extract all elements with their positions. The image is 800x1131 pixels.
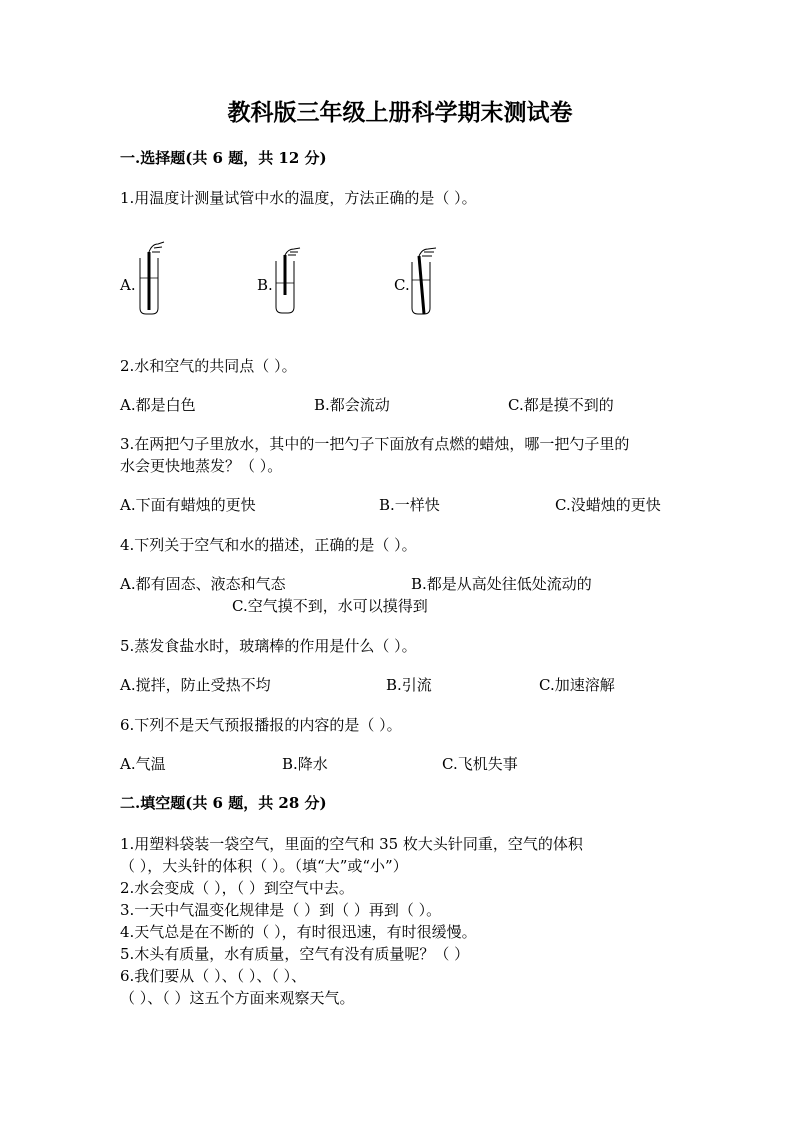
q2-option-c: C.都是摸不到的 <box>508 396 614 414</box>
q5-option-c: C.加速溶解 <box>539 676 615 694</box>
question-4-stem: 4.下列关于空气和水的描述，正确的是（ ）。 <box>120 536 417 554</box>
q1-option-c-label: C. <box>394 276 410 294</box>
q1-option-b-label: B. <box>257 276 273 294</box>
question-1-stem: 1.用温度计测量试管中水的温度，方法正确的是（ ）。 <box>120 189 477 207</box>
q3-option-b: B.一样快 <box>379 496 440 514</box>
question-2-stem: 2.水和空气的共同点（ ）。 <box>120 357 297 375</box>
q2-option-a: A.都是白色 <box>120 396 196 414</box>
question-3-stem-line1: 3.在两把勺子里放水，其中的一把勺子下面放有点燃的蜡烛，哪一把勺子里的 <box>120 435 630 453</box>
fill-line-8: （ ）、（ ）这五个方面来观察天气。 <box>120 989 355 1007</box>
question-5-stem: 5.蒸发食盐水时，玻璃棒的作用是什么（ ）。 <box>120 637 417 655</box>
section-heading-choice: 一.选择题(共 6 题，共 12 分) <box>120 149 327 167</box>
q6-option-c: C.飞机失事 <box>442 755 518 773</box>
fill-line-5: 4.天气总是在不断的（ ），有时很迅速，有时很缓慢。 <box>120 923 477 941</box>
q3-option-c: C.没蜡烛的更快 <box>555 496 661 514</box>
q6-option-a: A.气温 <box>120 755 166 773</box>
q5-option-b: B.引流 <box>386 676 432 694</box>
fill-line-7: 6.我们要从（ ）、（ ）、（ ）、 <box>120 967 307 985</box>
page-title: 教科版三年级上册科学期末测试卷 <box>227 99 573 126</box>
q2-option-b: B.都会流动 <box>314 396 390 414</box>
q4-option-b: B.都是从高处往低处流动的 <box>411 575 592 593</box>
q1-option-c-thermometer-tube-image <box>404 246 440 318</box>
fill-line-3: 2.水会变成（ ），（ ）到空气中去。 <box>120 879 354 897</box>
fill-line-6: 5.木头有质量，水有质量，空气有没有质量呢？（ ） <box>120 945 470 963</box>
fill-line-2: （ ），大头针的体积（ ）。（填“大”或“小”） <box>120 857 408 875</box>
q3-option-a: A.下面有蜡烛的更快 <box>120 496 256 514</box>
question-3-stem-line2: 水会更快地蒸发？（ ）。 <box>120 457 283 475</box>
q1-option-a-thermometer-tube-image <box>132 238 168 318</box>
q5-option-a: A.搅拌，防止受热不均 <box>120 676 271 694</box>
question-6-stem: 6.下列不是天气预报播报的内容的是（ ）。 <box>120 716 402 734</box>
section-heading-fill-blank: 二.填空题(共 6 题，共 28 分) <box>120 794 327 812</box>
q4-option-c: C.空气摸不到，水可以摸得到 <box>232 597 428 615</box>
q1-option-a-label: A. <box>120 276 136 294</box>
fill-line-4: 3.一天中气温变化规律是（ ）到（ ）再到（ ）。 <box>120 901 442 919</box>
q6-option-b: B.降水 <box>282 755 328 773</box>
fill-line-1: 1.用塑料袋装一袋空气，里面的空气和 35 枚大头针同重，空气的体积 <box>120 835 583 853</box>
q4-option-a: A.都有固态、液态和气态 <box>120 575 286 593</box>
q1-option-b-thermometer-tube-image <box>268 247 304 317</box>
